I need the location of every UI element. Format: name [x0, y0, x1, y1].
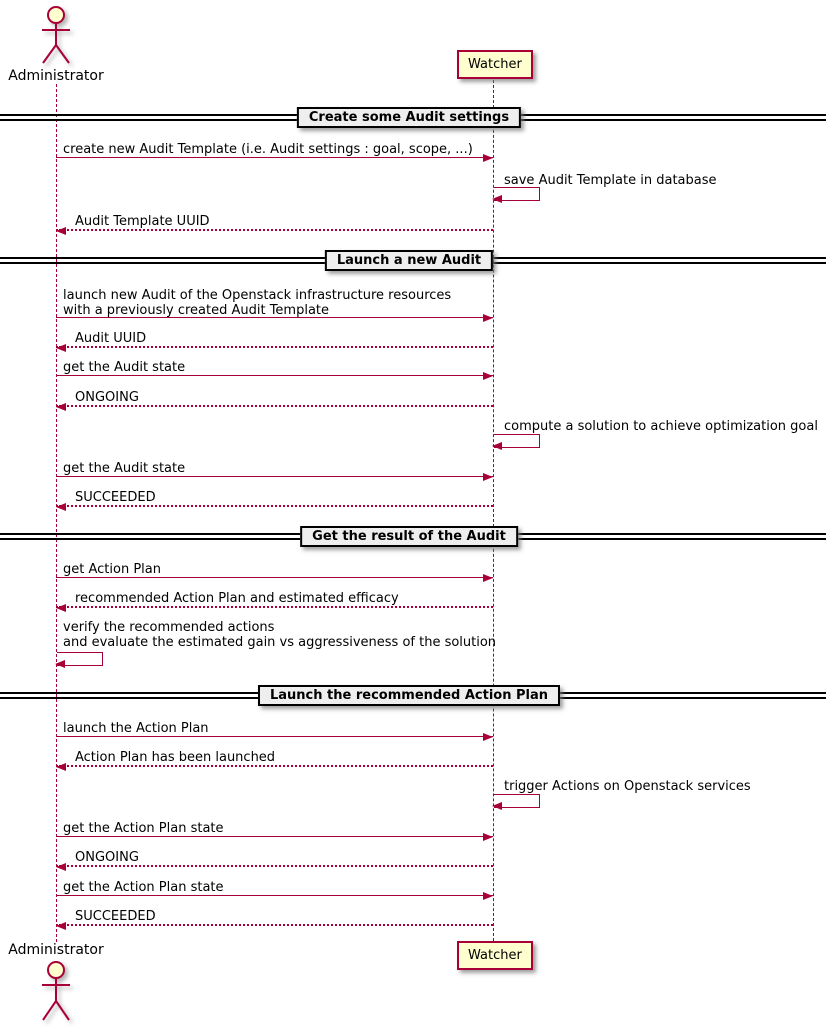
message-label: SUCCEEDED: [75, 909, 156, 924]
divider-launch-new-audit: Launch a new Audit: [325, 250, 493, 271]
actor-icon: [30, 959, 82, 1023]
message-arrow: [56, 375, 493, 376]
message-arrow: [56, 346, 493, 348]
message-label: get the Action Plan state: [63, 821, 224, 836]
actor-label-administrator-top: Administrator: [8, 68, 104, 84]
self-message-loop: [57, 652, 103, 666]
message-label: SUCCEEDED: [75, 490, 156, 505]
divider-launch-recommended-action-plan: Launch the recommended Action Plan: [258, 685, 560, 706]
message-label: ONGOING: [75, 390, 139, 405]
divider-get-result-of-audit: Get the result of the Audit: [300, 526, 518, 547]
message-label: ONGOING: [75, 850, 139, 865]
arrowhead-left-icon: [56, 503, 66, 511]
arrowhead-left-icon: [492, 442, 502, 450]
arrowhead-left-icon: [56, 344, 66, 352]
arrowhead-right-icon: [483, 372, 493, 380]
message-label: [63, 288, 451, 318]
arrowhead-right-icon: [483, 892, 493, 900]
message-arrow: [56, 577, 493, 578]
arrowhead-right-icon: [483, 833, 493, 841]
message-line: with a previously created Audit Template: [63, 303, 330, 318]
arrowhead-left-icon: [492, 195, 502, 203]
message-arrow: [56, 476, 493, 477]
arrowhead-left-icon: [56, 922, 66, 930]
lifeline-watcher: [493, 80, 494, 941]
self-message-loop: [494, 434, 540, 448]
message-label: trigger Actions on Openstack services: [504, 779, 751, 794]
arrowhead-left-icon: [56, 863, 66, 871]
arrowhead-left-icon: [55, 660, 65, 668]
arrowhead-left-icon: [56, 763, 66, 771]
participant-watcher-bottom: Watcher: [457, 941, 533, 970]
message-arrow: [56, 157, 493, 158]
arrowhead-left-icon: [56, 403, 66, 411]
message-label: get the Audit state: [63, 461, 186, 476]
message-arrow: [56, 895, 493, 896]
message-arrow: [56, 317, 493, 318]
message-label: Action Plan has been launched: [75, 750, 276, 765]
arrowhead-right-icon: [483, 733, 493, 741]
arrowhead-right-icon: [483, 154, 493, 162]
message-label: [63, 620, 496, 650]
message-label: compute a solution to achieve optimization goal: [504, 419, 818, 434]
message-arrow: [56, 836, 493, 837]
actor-icon: [30, 4, 82, 66]
self-message-loop: [494, 187, 540, 201]
arrowhead-right-icon: [483, 574, 493, 582]
message-arrow: [56, 505, 493, 507]
self-message-loop: [494, 794, 540, 808]
message-label: get the Action Plan state: [63, 880, 224, 895]
message-line: launch new Audit of the Openstack infrastructure resources: [63, 288, 452, 303]
message-arrow: [56, 229, 493, 231]
message-arrow: [56, 865, 493, 867]
message-label: save Audit Template in database: [504, 173, 717, 188]
message-label: Audit Template UUID: [75, 214, 210, 229]
message-label: create new Audit Template (i.e. Audit settings : goal, scope, ...): [63, 142, 473, 157]
message-arrow: [56, 765, 493, 767]
arrowhead-left-icon: [492, 802, 502, 810]
message-arrow: [56, 924, 493, 926]
divider-create-audit-settings: Create some Audit settings: [297, 107, 521, 128]
participant-watcher-top: Watcher: [457, 50, 533, 79]
message-label: launch the Action Plan: [63, 721, 209, 736]
message-line: verify the recommended actions: [63, 620, 275, 635]
message-label: recommended Action Plan and estimated efficacy: [75, 591, 399, 606]
message-label: Audit UUID: [75, 331, 147, 346]
lifeline-administrator: [56, 84, 57, 942]
message-arrow: [56, 606, 493, 608]
message-line: and evaluate the estimated gain vs aggressiveness of the solution: [63, 635, 497, 650]
arrowhead-right-icon: [483, 314, 493, 322]
message-label: get Action Plan: [63, 562, 161, 577]
actor-label-administrator-bottom: Administrator: [8, 942, 104, 958]
message-arrow: [56, 736, 493, 737]
message-arrow: [56, 405, 493, 407]
arrowhead-left-icon: [56, 604, 66, 612]
message-label: get the Audit state: [63, 360, 186, 375]
arrowhead-right-icon: [483, 473, 493, 481]
arrowhead-left-icon: [56, 227, 66, 235]
